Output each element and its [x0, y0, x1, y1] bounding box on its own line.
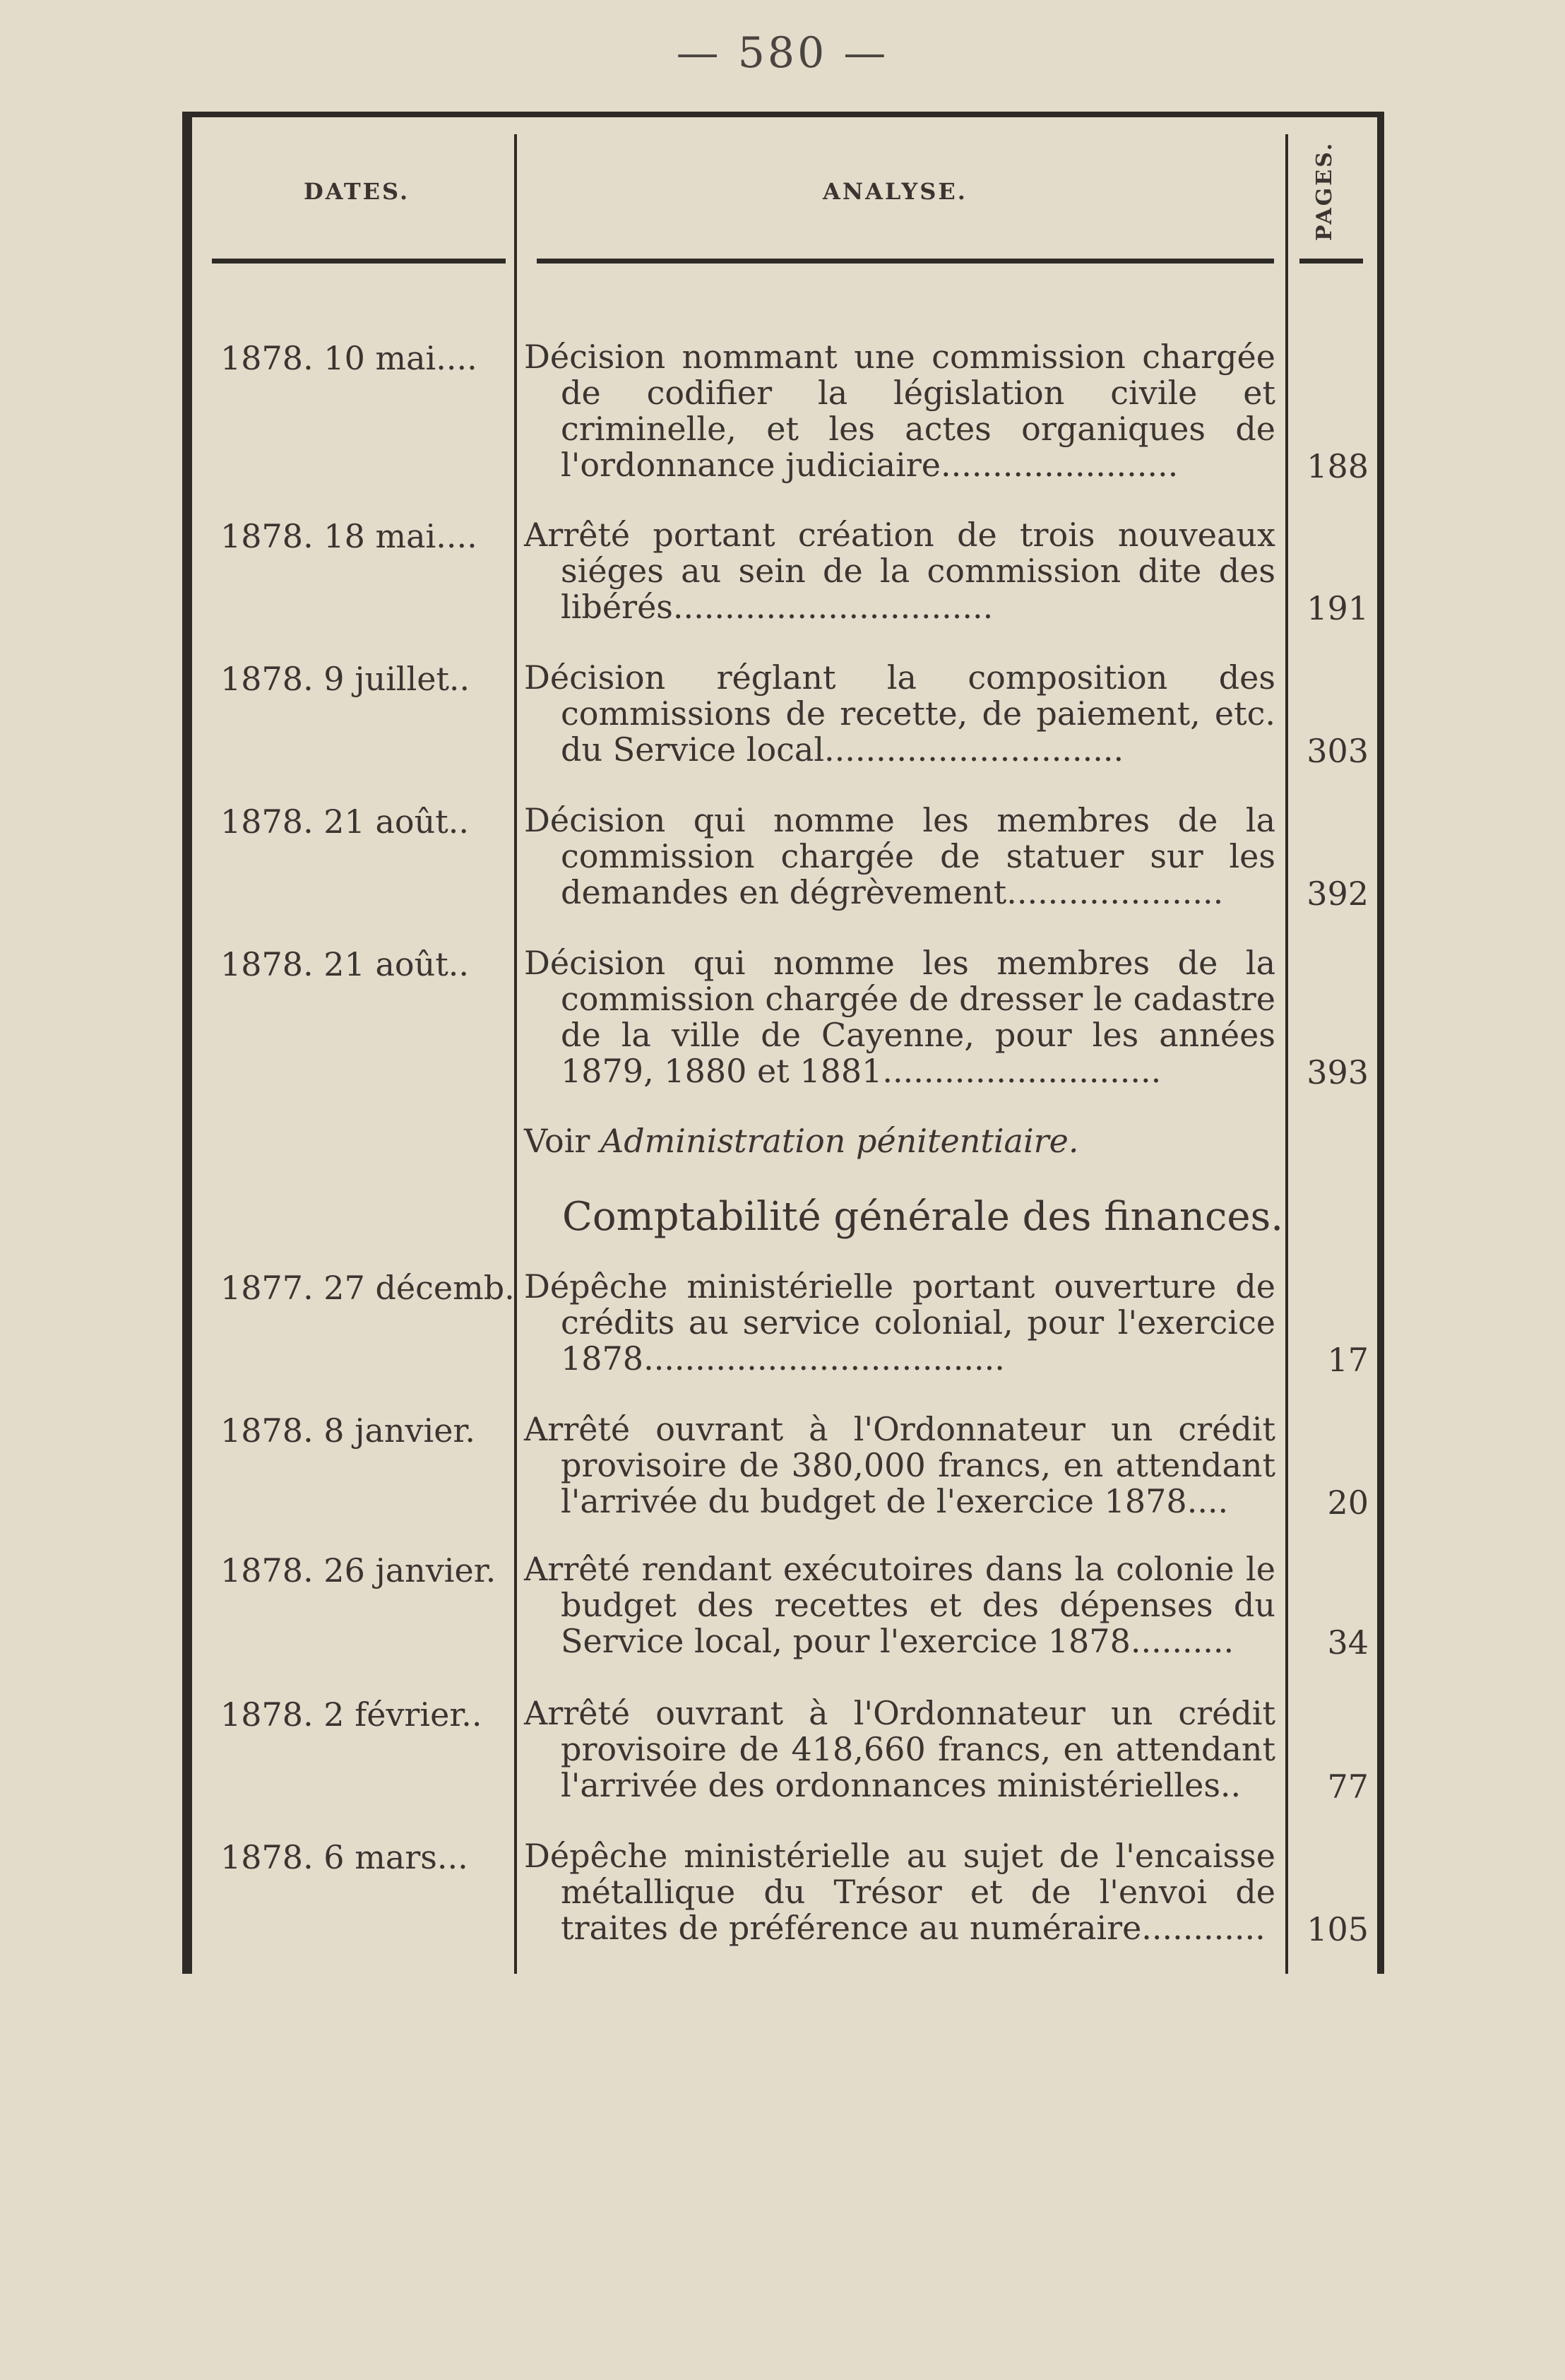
- see-also-reference: [524, 1122, 1079, 1160]
- entry-page: 191: [1307, 589, 1369, 627]
- header-rule-pages: [1299, 259, 1363, 264]
- entry-date: 1878. 8 janvier.: [220, 1411, 475, 1450]
- section-title: Comptabilité générale des finances.: [562, 1194, 1284, 1240]
- entry-analysis: Décision qui nomme les membres de la commission chargée de dresser le cadastre de la ville de Cayenne, pour les années 1879, 1880 et 1881...........................: [524, 944, 1275, 1090]
- entry-date: 1878. 26 janvier.: [220, 1551, 496, 1589]
- entry-date: 1877. 27 décemb.: [220, 1269, 515, 1307]
- header-rule-dates: [212, 259, 506, 264]
- entry-analysis: Décision réglant la composition des commissions de recette, de paiement, etc. du Service local.............................: [524, 658, 1275, 769]
- entry-analysis: Arrêté ouvrant à l'Ordonnateur un crédit provisoire de 380,000 francs, en attendant l'arrivée du budget de l'exercice 1878....: [524, 1410, 1275, 1520]
- entry-date: 1878. 21 août..: [220, 803, 469, 841]
- entry-date: 1878. 18 mai....: [220, 517, 477, 555]
- header-analyse: ANALYSE.: [823, 178, 968, 205]
- entry-page: 303: [1307, 732, 1369, 770]
- entry-analysis: Dépêche ministérielle portant ouverture de crédits au service colonial, pour l'exercice 1878...................................: [524, 1267, 1275, 1378]
- entry-page: 105: [1307, 1910, 1369, 1948]
- header-dates: DATES.: [304, 178, 410, 205]
- entry-analysis: Dépêche ministérielle au sujet de l'encaisse métallique du Trésor et de l'envoi de traites de préférence au numéraire............: [524, 1837, 1275, 1947]
- entry-page: 188: [1307, 447, 1369, 485]
- column-divider-dates: [514, 134, 517, 1974]
- entry-date: 1878. 6 mars...: [220, 1838, 468, 1876]
- entry-date: 1878. 21 août..: [220, 945, 469, 983]
- header-pages: PAGES.: [1312, 141, 1337, 241]
- entry-analysis: Arrêté ouvrant à l'Ordonnateur un crédit provisoire de 418,660 francs, en attendant l'arrivée des ordonnances ministérielles..: [524, 1694, 1275, 1804]
- see-also-link: Administration pénitentiaire.: [600, 1122, 1079, 1160]
- entry-analysis: Décision qui nomme les membres de la commission chargée de statuer sur les demandes en dégrèvement.....................: [524, 801, 1275, 911]
- entry-page: 392: [1307, 875, 1369, 913]
- entry-analysis: Décision nommant une commission chargée de codifier la législation civile et criminelle, et les actes organiques de l'ordonnance judiciaire.......................: [524, 338, 1275, 484]
- entry-page: 77: [1327, 1768, 1369, 1806]
- column-divider-pages: [1285, 134, 1288, 1974]
- entry-analysis: Arrêté portant création de trois nouveaux siéges au sein de la commission dite des libérés...............................: [524, 516, 1275, 626]
- entry-page: 20: [1327, 1484, 1369, 1522]
- entry-date: 1878. 9 juillet..: [220, 660, 470, 698]
- see-also-prefix: Voir: [524, 1122, 601, 1160]
- entry-date: 1878. 2 février..: [220, 1695, 482, 1734]
- header-rule-analyse: [537, 259, 1274, 264]
- entry-page: 34: [1327, 1623, 1369, 1662]
- entry-analysis: Arrêté rendant exécutoires dans la colonie le budget des recettes et des dépenses du Service local, pour l'exercice 1878..........: [524, 1550, 1275, 1660]
- entry-page: 17: [1327, 1341, 1369, 1379]
- entry-page: 393: [1307, 1053, 1369, 1091]
- entry-date: 1878. 10 mai....: [220, 339, 477, 377]
- page-number: — 580 —: [676, 28, 889, 78]
